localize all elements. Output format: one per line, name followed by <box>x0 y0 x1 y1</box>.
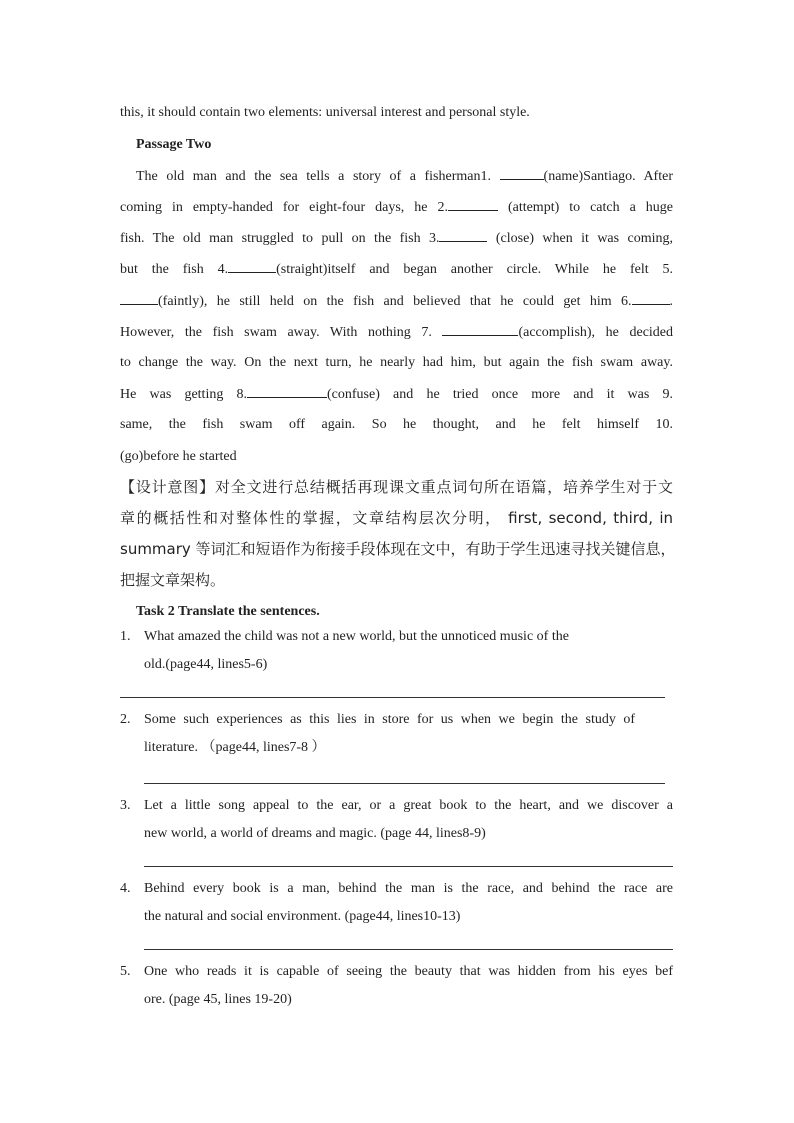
item-3-number: 3. <box>120 798 131 813</box>
item-3-answer-line[interactable] <box>144 866 673 867</box>
passage-line-2: coming in empty-handed for eight-four days, he 2. (attempt) to catch a huge <box>120 200 673 215</box>
blank-8[interactable] <box>247 385 327 398</box>
passage-line-6: However, the fish swam away. With nothing 7. (accomplish), he decided <box>120 325 674 340</box>
blank-5[interactable] <box>120 292 158 305</box>
blank-3[interactable] <box>439 229 487 242</box>
passage-line-8: He was getting 8. (confuse) and he tried once more and it was 9. <box>120 387 674 402</box>
item-1-answer-line[interactable] <box>120 697 665 698</box>
design-intent-line-1: 【设计意图】对全文进行总结概括再现课文重点词句所在语篇，培养学生对于文 <box>120 478 673 496</box>
passage-line-9: same, the fish swam off again. So he thought, and he felt himself 10. <box>120 417 673 432</box>
design-intent-line-2: 章的概括性和对整体性的掌握，文章结构层次分明， first, second, third, in <box>120 509 673 527</box>
item-5-line-1: One who reads it is capable of seeing the beauty that was hidden from his eyes bef <box>144 964 673 979</box>
design-intent-line-3: summary 等词汇和短语作为衔接手段体现在文中，有助于学生迅速寻找关键信息， <box>120 540 676 558</box>
design-intent-line-4: 把握文章架构。 <box>120 571 226 589</box>
item-4-line-2: the natural and social environment. (page44, lines10-13) <box>144 909 461 924</box>
item-5-line-2: ore. (page 45, lines 19-20) <box>144 992 292 1007</box>
item-2-line-2: literature. （page44, lines7-8 ） <box>144 740 326 755</box>
blank-7[interactable] <box>442 323 518 336</box>
item-3-line-1: Let a little song appeal to the ear, or a great book to the heart, and we discover a <box>144 798 673 813</box>
intro-line: this, it should contain two elements: universal interest and personal style. <box>120 105 530 120</box>
item-3-line-2: new world, a world of dreams and magic. (page 44, lines8-9) <box>144 826 486 841</box>
item-2-line-1: Some such experiences as this lies in store for us when we begin the study of <box>144 712 635 727</box>
passage-two-heading: Passage Two <box>136 137 212 152</box>
blank-6[interactable] <box>632 292 670 305</box>
item-1-line-1: What amazed the child was not a new world, but the unnoticed music of the <box>144 629 569 644</box>
passage-line-5: (faintly), he still held on the fish and believed that he could get him 6. . <box>120 292 673 311</box>
passage-line-4: but the fish 4. (straight)itself and began another circle. While he felt 5. <box>120 262 674 277</box>
blank-4[interactable] <box>228 260 276 273</box>
item-2-answer-line[interactable] <box>144 783 665 784</box>
blank-1[interactable] <box>500 167 544 180</box>
passage-line-3: fish. The old man struggled to pull on the fish 3. (close) when it was coming, <box>120 231 673 246</box>
item-1-number: 1. <box>120 629 131 644</box>
passage-line-1: The old man and the sea tells a story of a fisherman1. (name)Santiago. After <box>136 169 673 184</box>
item-1-line-2: old.(page44, lines5-6) <box>144 657 268 672</box>
task-2-heading: Task 2 Translate the sentences. <box>136 604 320 619</box>
item-4-line-1: Behind every book is a man, behind the man is the race, and behind the race are <box>144 881 673 896</box>
blank-2[interactable] <box>448 198 498 211</box>
item-4-answer-line[interactable] <box>144 949 673 950</box>
item-2-number: 2. <box>120 712 131 727</box>
passage-line-10: (go)before he started <box>120 449 237 464</box>
item-4-number: 4. <box>120 881 131 896</box>
item-5-number: 5. <box>120 964 131 979</box>
passage-line-7: to change the way. On the next turn, he nearly had him, but again the fish swam away. <box>120 355 673 370</box>
